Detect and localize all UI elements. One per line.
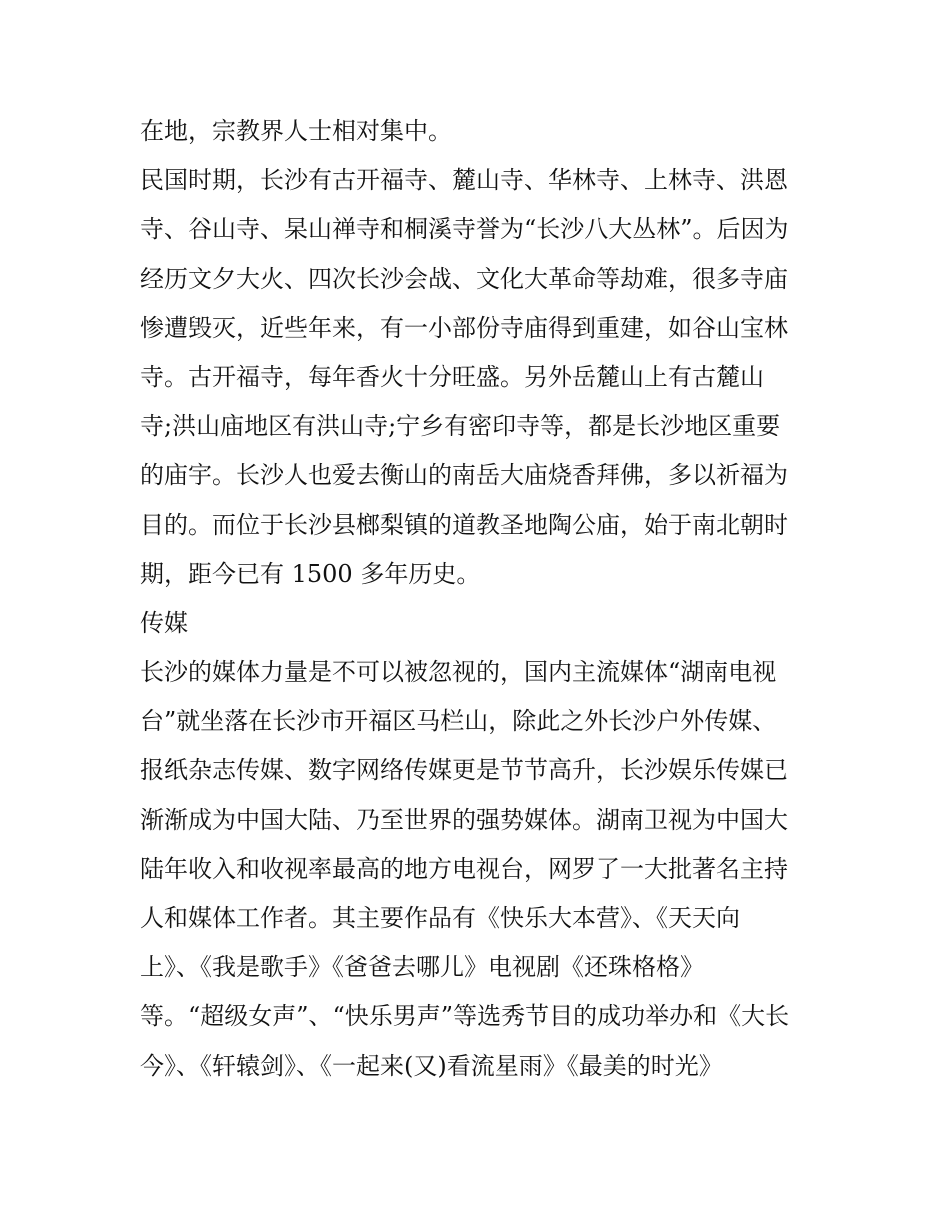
text-line: 目的。而位于长沙县榔梨镇的道教圣地陶公庙，始于南北朝时 (140, 510, 788, 539)
text-line: 民国时期，长沙有古开福寺、麓山寺、华林寺、上林寺、洪恩 (140, 166, 788, 195)
text-line: 长沙的媒体力量是不可以被忽视的，国内主流媒体“湖南电视 (140, 658, 777, 687)
text-line: 报纸杂志传媒、数字网络传媒更是节节高升，长沙娱乐传媒已 (140, 756, 788, 785)
section-heading: 传媒 (140, 608, 188, 637)
text-line: 在地，宗教界人士相对集中。 (140, 117, 452, 145)
text-line: 惨遭毁灭，近些年来，有一小部份寺庙得到重建，如谷山宝林 (140, 313, 788, 342)
text-line: 期，距今已有 1500 多年历史。 (140, 559, 481, 588)
text-line: 陆年收入和收视率最高的地方电视台，网罗了一大批著名主持 (140, 854, 788, 883)
body-text (140, 107, 830, 1091)
text-line: 寺、谷山寺、杲山禅寺和桐溪寺誉为“长沙八大丛林”。后因为 (140, 215, 789, 244)
text-line: 等。“超级女声”、“快乐男声”等选秀节目的成功举办和《大长 (140, 1002, 790, 1031)
text-line: 今》、《轩辕剑》、《一起来(又)看流星雨》《最美的时光》 (140, 1051, 723, 1080)
text-line: 上》、《我是歌手》《爸爸去哪儿》电视剧《还珠格格》 (140, 953, 704, 982)
text-line: 渐渐成为中国大陆、乃至世界的强势媒体。湖南卫视为中国大 (140, 805, 788, 834)
text-line: 人和媒体工作者。其主要作品有《快乐大本营》、《天天向 (140, 904, 740, 932)
text-line: 寺。古开福寺，每年香火十分旺盛。另外岳麓山上有古麓山 (140, 362, 764, 391)
text-line: 寺;洪山庙地区有洪山寺;宁乡有密印寺等，都是长沙地区重要 (140, 412, 781, 441)
text-line: 台”就坐落在长沙市开福区马栏山，除此之外长沙户外传媒、 (140, 707, 777, 736)
text-line: 经历文夕大火、四次长沙会战、文化大革命等劫难，很多寺庙 (140, 264, 788, 293)
text-line: 的庙宇。长沙人也爱去衡山的南岳大庙烧香拜佛，多以祈福为 (140, 461, 788, 490)
